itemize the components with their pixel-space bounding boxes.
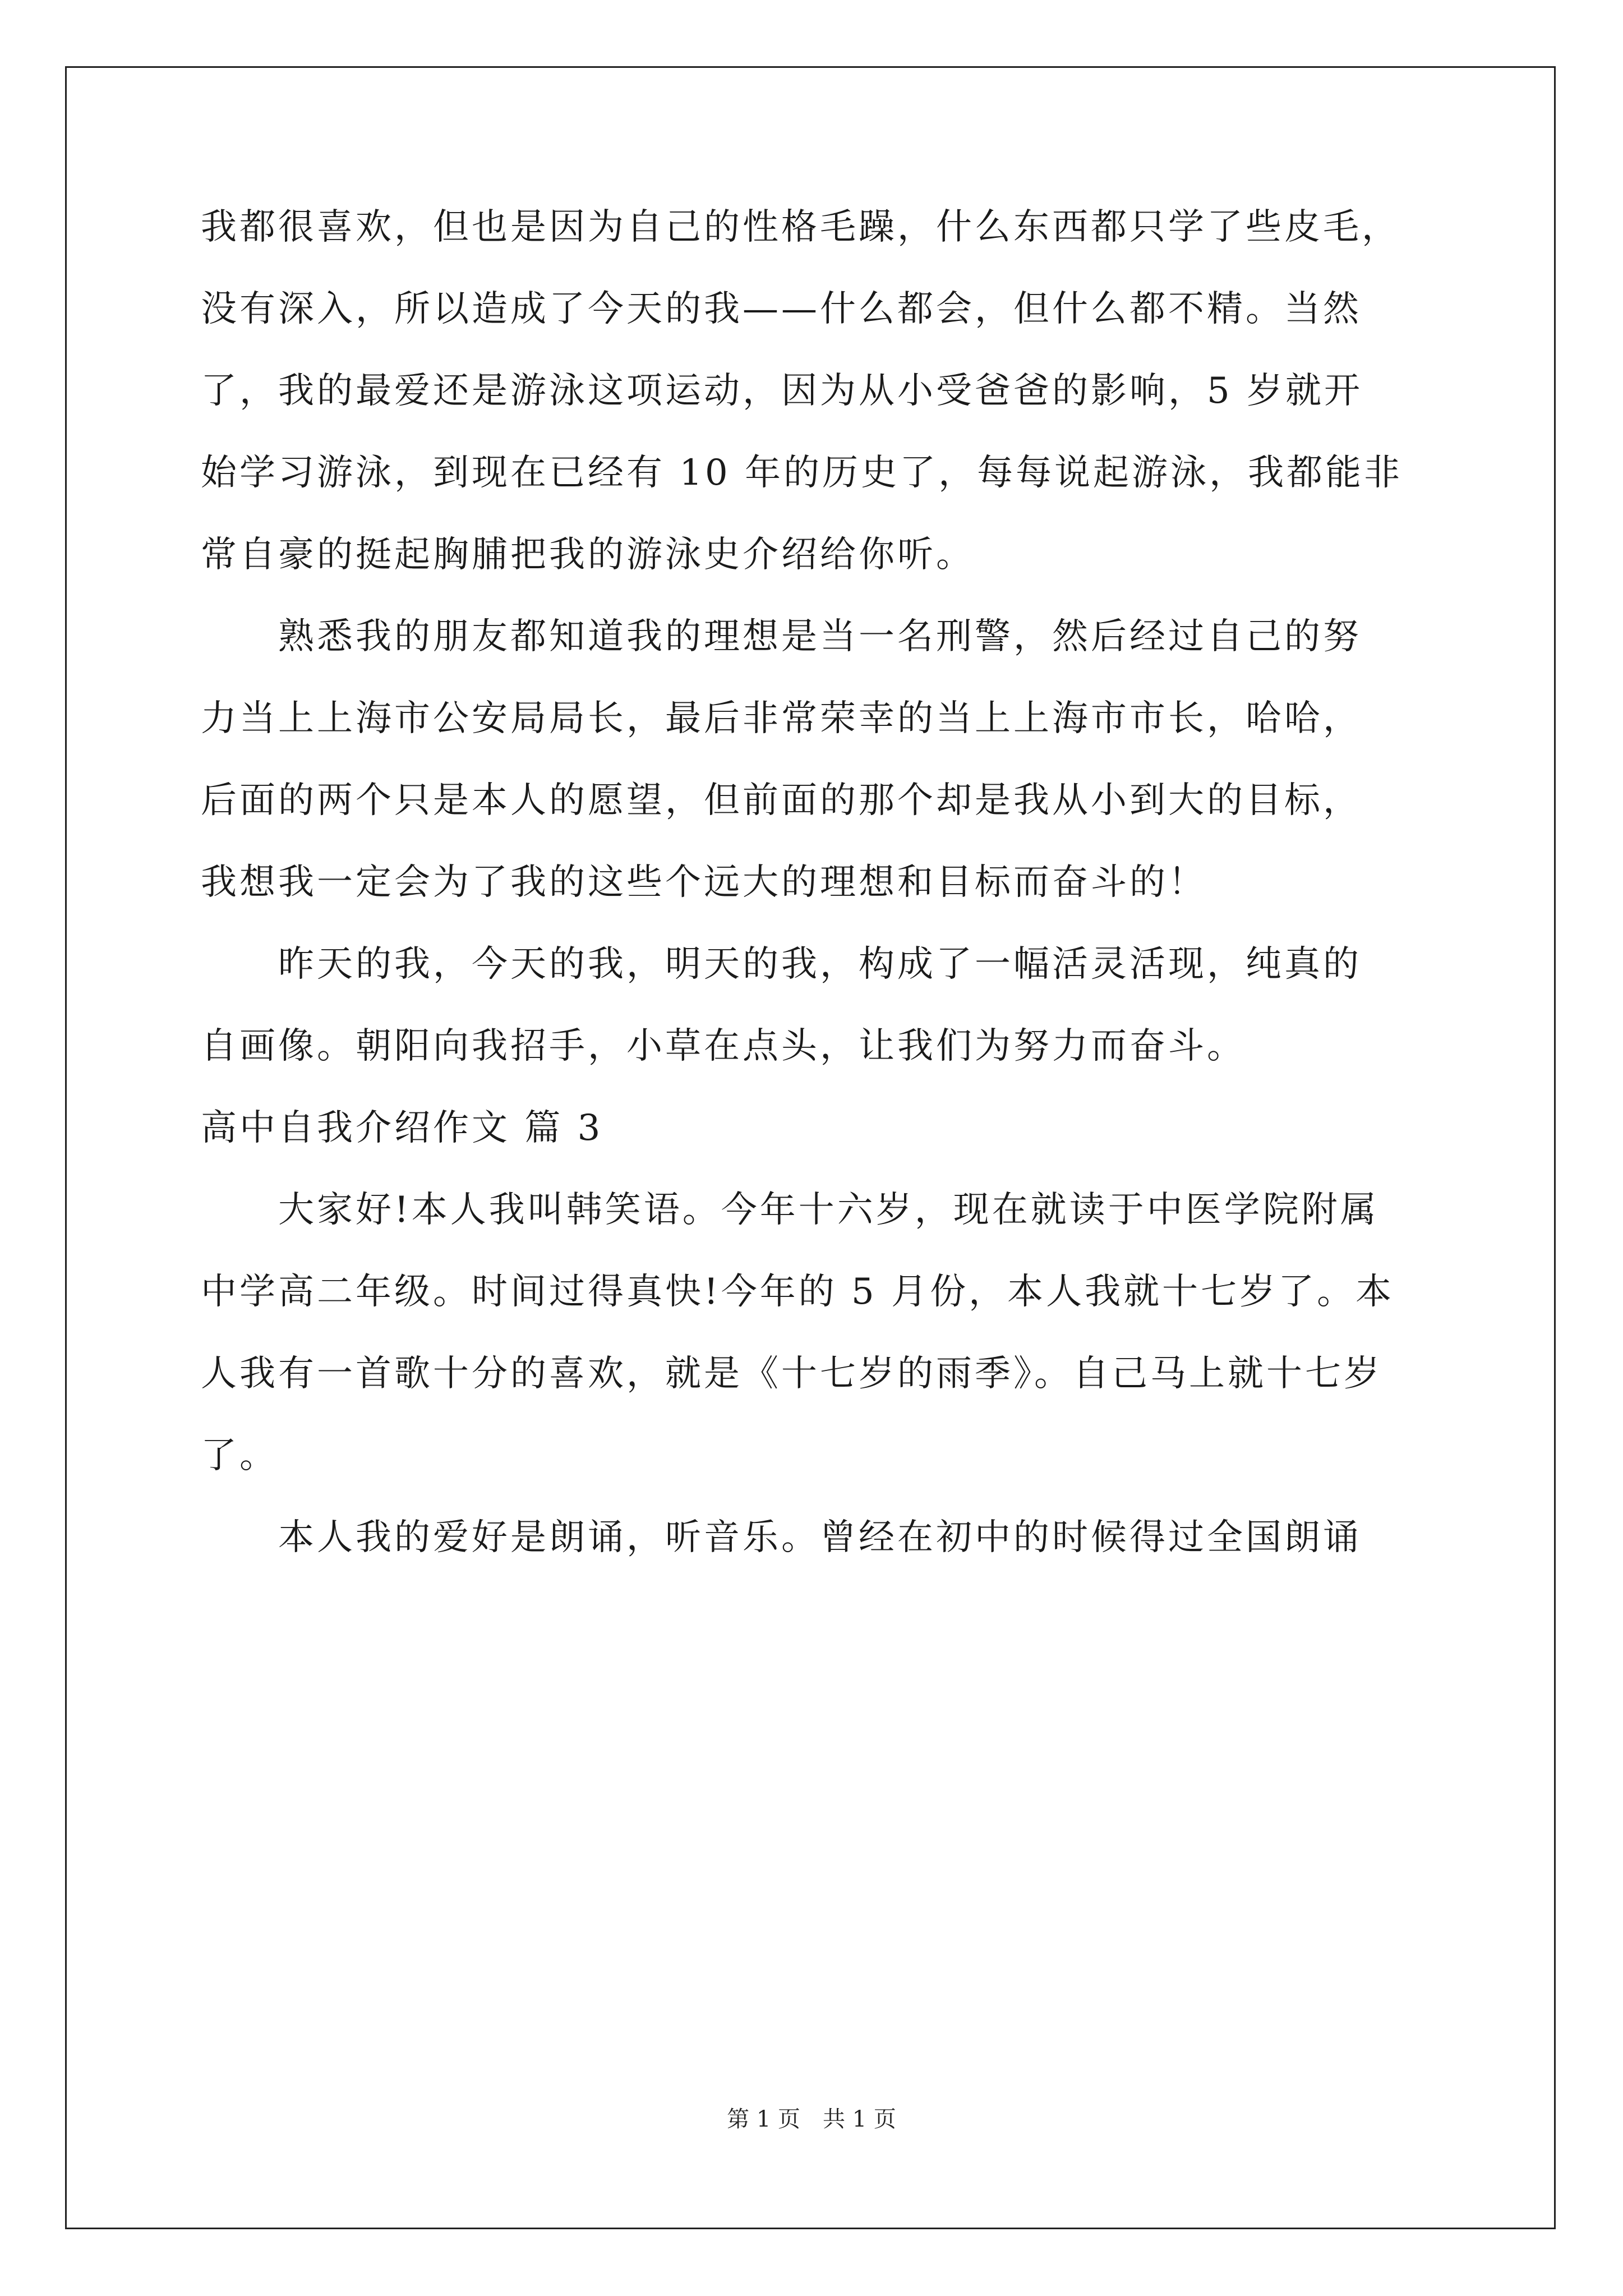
text-line: 中学高二年级。时间过得真快!今年的 5 月份，本人我就十七岁了。本 (201, 1271, 1395, 1313)
text-line: 我想我一定会为了我的这些个远大的理想和目标而奋斗的！ (201, 862, 1207, 903)
text-line: 始学习游泳，到现在已经有 10 年的历史了，每每说起游泳，我都能非 (201, 452, 1403, 494)
text-line: 自画像。朝阳向我招手，小草在点头，让我们为努力而奋斗。 (201, 1025, 1246, 1067)
text-line: 我都很喜欢，但也是因为自己的性格毛躁，什么东西都只学了些皮毛， (201, 206, 1400, 248)
text-line: 常自豪的挺起胸脯把我的游泳史介绍给你听。 (201, 534, 975, 576)
section-heading: 高中自我介绍作文 篇 3 (201, 1107, 603, 1149)
text-line: 没有深入，所以造成了今天的我——什么都会，但什么都不精。当然 (201, 288, 1362, 330)
text-line: 大家好!本人我叫韩笑语。今年十六岁，现在就读于中医学院附属 (201, 1189, 1379, 1231)
text-line: 本人我的爱好是朗诵，听音乐。曾经在初中的时候得过全国朗诵 (201, 1517, 1362, 1558)
text-line: 昨天的我，今天的我，明天的我，构成了一幅活灵活现，纯真的 (201, 944, 1362, 985)
page-number-footer: 第 1 页 共 1 页 (727, 2106, 896, 2132)
text-line: 力当上上海市公安局局长，最后非常荣幸的当上上海市市长，哈哈， (201, 698, 1362, 739)
text-line: 熟悉我的朋友都知道我的理想是当一名刑警，然后经过自己的努 (201, 616, 1362, 657)
text-line: 人我有一首歌十分的喜欢，就是《十七岁的雨季》。自己马上就十七岁 (201, 1353, 1382, 1395)
text-line: 了，我的最爱还是游泳这项运动，因为从小受爸爸的影响，5 岁就开 (201, 370, 1363, 412)
text-line: 了。 (201, 1435, 278, 1476)
text-line: 后面的两个只是本人的愿望，但前面的那个却是我从小到大的目标， (201, 780, 1362, 821)
